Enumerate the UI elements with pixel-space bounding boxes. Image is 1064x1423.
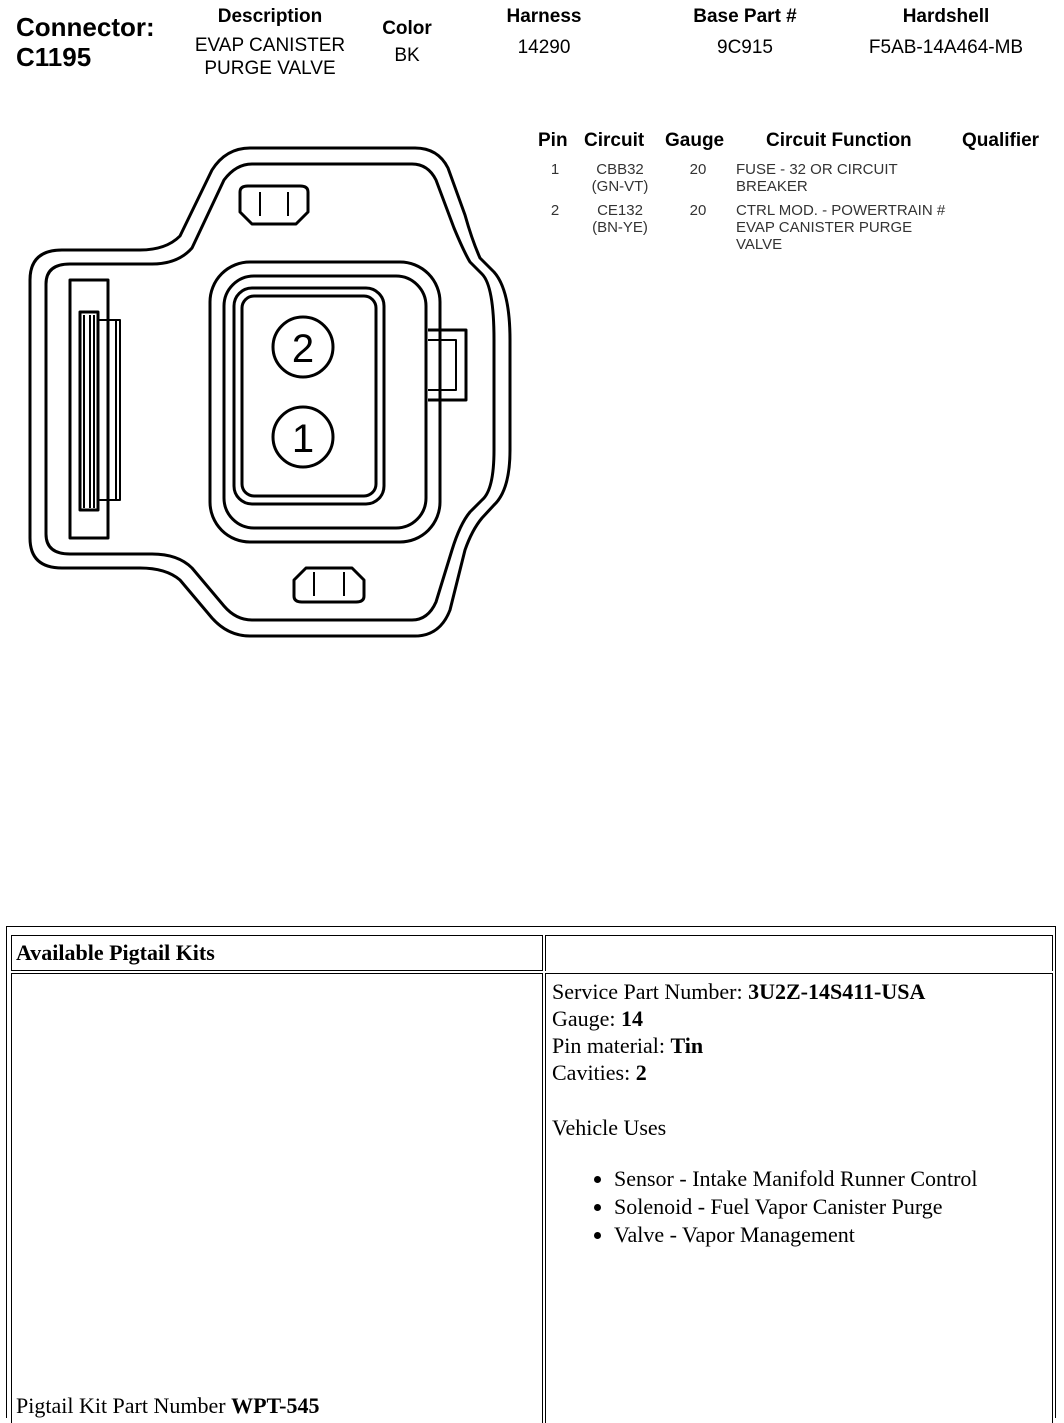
- pigtail-kits-title: Available Pigtail Kits: [11, 935, 543, 971]
- base-part-header: Base Part #: [693, 6, 797, 27]
- gauge-label: Gauge:: [552, 1006, 622, 1031]
- pin-label-2: 2: [291, 327, 315, 371]
- function-cell: [736, 202, 976, 253]
- pigtail-details-cell: [545, 973, 1053, 1423]
- function-line: VALVE: [736, 236, 783, 253]
- gauge-cell: 20: [689, 161, 707, 178]
- kit-number-value: WPT-545: [231, 1393, 320, 1418]
- function-cell: [736, 161, 976, 195]
- description-value: [170, 34, 370, 80]
- description-header: Description: [217, 6, 323, 27]
- harness-header: Harness: [506, 6, 582, 27]
- description-line-2: PURGE VALVE: [204, 58, 336, 79]
- gauge-value: 14: [621, 1006, 644, 1031]
- circuit-cell: [582, 202, 658, 236]
- table-row: [528, 161, 1058, 197]
- base-part-column: [670, 6, 820, 59]
- service-part-label: Service Part Number:: [552, 979, 749, 1004]
- hardshell-header: Hardshell: [902, 6, 990, 27]
- service-part-line: [552, 978, 1046, 1005]
- description-line-1: EVAP CANISTER: [194, 35, 346, 56]
- harness-value: 14290: [517, 37, 571, 58]
- circuit-code: CE132: [597, 202, 643, 219]
- circuit-color: (GN-VT): [591, 178, 649, 195]
- pigtail-image-cell: [11, 973, 543, 1423]
- vehicle-uses-heading: Vehicle Uses: [552, 1115, 667, 1140]
- list-item: • Sensor - Intake Manifold Runner Control: [614, 1165, 1046, 1193]
- connector-face-diagram: [20, 140, 520, 650]
- list-item: • Solenoid - Fuel Vapor Canister Purge: [614, 1193, 1046, 1221]
- pin-column-header: Pin: [538, 130, 568, 151]
- base-part-value: 9C915: [717, 37, 773, 58]
- harness-column: [484, 6, 604, 59]
- hardshell-value: F5AB-14A464-MB: [868, 37, 1024, 58]
- pin-material-value: Tin: [670, 1033, 704, 1058]
- table-row: [528, 202, 1058, 256]
- connector-header: [0, 6, 1064, 92]
- cavities-line: [552, 1059, 1046, 1086]
- list-item: • Valve - Vapor Management: [614, 1221, 1046, 1249]
- pin-material-line: [552, 1032, 1046, 1059]
- service-part-value: 3U2Z-14S411-USA: [748, 979, 926, 1004]
- kit-number-label: Pigtail Kit Part Number: [16, 1393, 232, 1418]
- function-line: BREAKER: [736, 178, 808, 195]
- pin-number: 2: [550, 202, 560, 219]
- circuit-column-header: Circuit: [584, 130, 645, 151]
- circuit-code: CBB32: [596, 161, 644, 178]
- qualifier-column-header: Qualifier: [962, 130, 1040, 151]
- pin-label-1: 1: [291, 417, 315, 461]
- connector-id: C1195: [16, 42, 92, 72]
- pigtail-header-spacer: [545, 935, 1053, 971]
- connector-title: [16, 12, 155, 72]
- cavities-label: Cavities:: [552, 1060, 636, 1085]
- gauge-cell: 20: [689, 202, 707, 219]
- pigtail-kits-panel: [6, 926, 1056, 1418]
- pigtail-kit-number: [16, 1393, 320, 1419]
- circuit-cell: [582, 161, 658, 195]
- hardshell-column: [846, 6, 1046, 59]
- function-line: EVAP CANISTER PURGE: [736, 219, 913, 236]
- function-line: CTRL MOD. - POWERTRAIN #: [736, 202, 946, 219]
- cavities-value: 2: [635, 1060, 647, 1085]
- function-line: FUSE - 32 OR CIRCUIT: [736, 161, 898, 178]
- function-column-header: Circuit Function: [766, 130, 912, 151]
- vehicle-uses-list: [552, 1165, 1046, 1249]
- connector-label: Connector:: [16, 12, 155, 42]
- circuit-color: (BN-YE): [592, 219, 648, 236]
- pin-material-label: Pin material:: [552, 1033, 671, 1058]
- color-header: Color: [382, 18, 432, 39]
- color-value: BK: [394, 45, 420, 66]
- color-column: [366, 18, 448, 67]
- description-column: [170, 6, 370, 80]
- pin-number: 1: [550, 161, 560, 178]
- gauge-column-header: Gauge: [665, 130, 725, 151]
- gauge-line: [552, 1005, 1046, 1032]
